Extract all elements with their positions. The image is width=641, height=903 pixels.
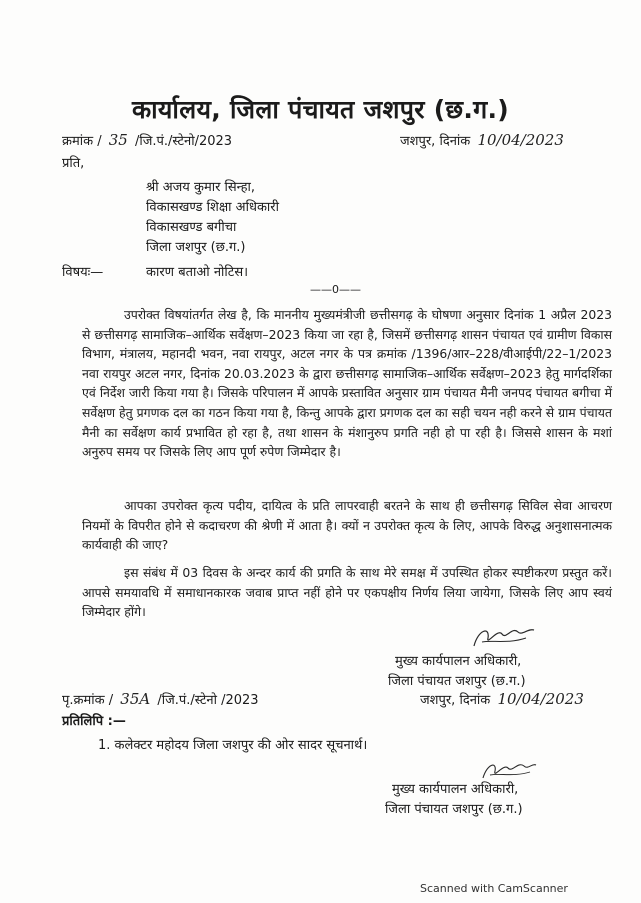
issue-date-line (400, 131, 564, 149)
ref-number: 35 (108, 131, 128, 149)
signatory-title-2: मुख्य कार्यपालन अधिकारी, (392, 782, 519, 797)
recipient-block: विकासखण्ड बगीचा (146, 220, 237, 235)
body-paragraph-1: उपरोक्त विषयांतर्गत लेख है, कि माननीय मुख्यमंत्रीजी छत्तीसगढ़ के घोषणा अनुसार दिनांक 1 अप्रैल 2023 से छत्तीसगढ़ सामाजिक–आर्थिक सर्वेक्षण–2023 किया जा रहा है, जिसमें छत्तीसगढ़ शासन पंचायत एवं ग्रामीण विकास विभाग, मंत्रालय, महानदी भवन, नवा रायपुर, अटल नगर के पत्र क्रमांक /1396/आर–228/वीआईपी/22–1/2023 नवा रायपुर अटल नगर, दिनांक 20.03.2023 के द्वारा छत्तीसगढ़ सामाजिक–आर्थिक सर्वेक्षण–2023 हेतु मार्गदर्शिका एवं निर्देश जारी किया गया है। जिसके परिपालन में आपके प्रस्तावित अनुसार ग्राम पंचायत मैनी जनपद पंचायत बगीचा में सर्वेक्षण हेतु प्रगणक दल का गठन किया गया है, किन्तु आपके द्वारा प्रगणक दल का सही चयन नही करने से ग्राम पंचायत मैनी का सर्वेक्षण कार्य प्रभावित हो रहा है, तथा शासन के मंशानुरुप प्रगति नही हो पा रही है। जिससे शासन के मशां अनुरुप समय पर जिसके लिए आप पूर्ण रुपेण जिम्मेदार है। (82, 307, 612, 460)
ref-suffix: /जि.पं./स्टेनो/2023 (135, 134, 233, 149)
signatory-title-1: मुख्य कार्यपालन अधिकारी, (395, 654, 522, 669)
body-paragraph-3: इस संबंध में 03 दिवस के अन्दर कार्य की प्रगति के साथ मेरे समक्ष में उपस्थित होकर स्पष्टीकरण प्रस्तुत करें। आपसे समयावधि में समाधानकारक जवाब प्राप्त नहीं होने पर एकपक्षीय निर्णय लिया जायेगा, जिसके लिए आप स्वयं जिम्मेदार होंगे। (82, 565, 612, 620)
reference-line (62, 131, 232, 149)
scanner-watermark: Scanned with CamScanner (420, 882, 568, 895)
body-paragraph-2: आपका उपरोक्त कृत्य पदीय, दायित्व के प्रति लापरवाही बरतने के साथ ही छत्तीसगढ़ सिविल सेवा आचरण नियमों के विपरीत होने से कदाचरण की श्रेणी में आता है। क्यों न उपरोक्त कृत्य के लिए, आपके विरुद्ध अनुशासनात्मक कार्यवाही की जाए? (82, 498, 612, 553)
date-value: 10/04/2023 (477, 131, 564, 149)
endorsement-ref-number: 35A (120, 690, 151, 708)
endorsement-ref-suffix: /जि.पं./स्टेनो /2023 (157, 693, 259, 708)
recipient-name: श्री अजय कुमार सिन्हा, (146, 180, 255, 195)
endorsement-ref-prefix: पृ.क्रमांक / (62, 693, 114, 708)
office-title: कार्यालय, जिला पंचायत जशपुर (छ.ग.) (131, 95, 510, 124)
signature-date-line (420, 690, 584, 708)
subject-text: कारण बताओ नोटिस। (146, 265, 249, 280)
copy-item-1: 1. कलेक्टर महोदय जिला जशपुर की ओर सादर सूचनार्थ। (98, 738, 368, 753)
endorsement-reference (62, 690, 259, 708)
separator: ——0—— (310, 283, 361, 296)
recipient-district: जिला जशपुर (छ.ग.) (146, 240, 246, 255)
recipient-designation: विकासखण्ड शिक्षा अधिकारी (146, 200, 279, 215)
signatory-office-1: जिला पंचायत जशपुर (छ.ग.) (388, 674, 526, 689)
ref-prefix: क्रमांक / (62, 134, 102, 149)
subject-label: विषयः— (62, 265, 104, 280)
signature-date-value: 10/04/2023 (497, 690, 584, 708)
signature-date-prefix: जशपुर, दिनांक (420, 693, 491, 708)
signatory-office-2: जिला पंचायत जशपुर (छ.ग.) (385, 802, 523, 817)
date-prefix: जशपुर, दिनांक (400, 134, 471, 149)
copy-label: प्रतिलिपि :— (62, 714, 126, 729)
signature-scribble-1 (468, 622, 538, 652)
prati-label: प्रति, (62, 156, 85, 171)
